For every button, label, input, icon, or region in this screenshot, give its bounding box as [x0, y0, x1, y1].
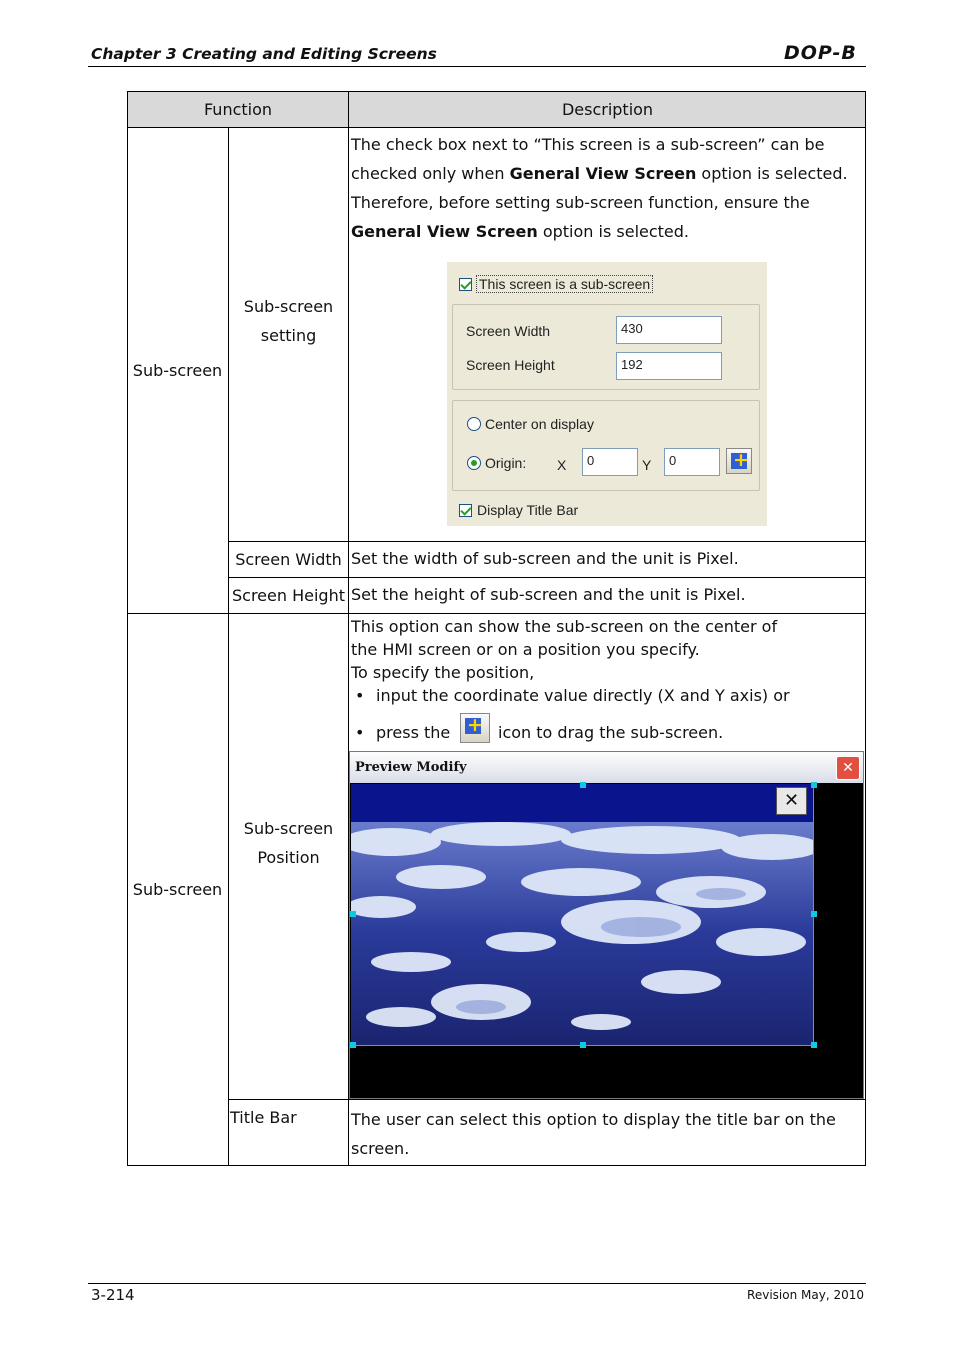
row-desc-title-bar [349, 1105, 866, 1163]
desc-line: the HMI screen or on a position you specify. [351, 640, 700, 659]
desc-line: General View Screen option is selected. [351, 222, 690, 241]
drag-position-icon [460, 713, 490, 743]
close-icon[interactable]: ✕ [836, 756, 860, 780]
row-label-screen-height: Screen Height [232, 585, 345, 605]
resize-handle[interactable] [350, 1042, 356, 1048]
row-desc-screen-width: Set the width of sub-screen and the unit is Pixel. [351, 549, 739, 568]
sub-screen-close-icon[interactable]: ✕ [776, 787, 807, 815]
column-header-function: Function [127, 91, 349, 128]
desc-line: This option can show the sub-screen on the center of [351, 617, 778, 636]
table-border [127, 127, 866, 128]
desc-line: Therefore, before setting sub-screen function, ensure the [351, 193, 810, 212]
table-border [228, 1099, 866, 1100]
origin-y-input[interactable]: 0 [664, 448, 720, 476]
resize-handle[interactable] [350, 911, 356, 917]
group-label-sub-screen: Sub-screen [132, 361, 223, 380]
center-on-display-radio[interactable] [467, 417, 481, 431]
chapter-title: Chapter 3 Creating and Editing Screens [91, 45, 437, 63]
screen-width-label: Screen Width [466, 323, 551, 339]
position-group [452, 400, 760, 491]
footer-divider [88, 1283, 866, 1284]
desc-line: screen. [351, 1139, 410, 1158]
brand-logo: DOP-B [784, 42, 857, 64]
screen-width-input[interactable]: 430 [616, 316, 722, 344]
row-label-line: setting [260, 326, 317, 345]
table-border [127, 613, 866, 614]
sub-screen-settings-dialog [447, 262, 767, 526]
page-number: 3-214 [91, 1286, 135, 1304]
desc-line: The check box next to “This screen is a sub-screen” can be [351, 135, 825, 154]
table-border [228, 128, 229, 1166]
row-desc-sub-screen-position [349, 615, 866, 707]
table-border [127, 91, 128, 1166]
bullet-item: • input the coordinate value directly (X and Y axis) or [355, 686, 790, 705]
y-label: Y [642, 457, 652, 473]
table-border [127, 1165, 866, 1166]
row-desc-sub-screen-setting [349, 130, 866, 246]
resize-handle[interactable] [580, 1042, 586, 1048]
table-border [228, 577, 866, 578]
row-desc-screen-height: Set the height of sub-screen and the unit is Pixel. [351, 585, 746, 604]
origin-radio[interactable] [467, 456, 481, 470]
preview-title: Preview Modify [355, 760, 467, 775]
desc-line: The user can select this option to display the title bar on the [351, 1110, 836, 1129]
row-label-line: Sub-screen [243, 818, 334, 838]
table-border [127, 91, 866, 92]
row-label-line: Position [257, 847, 320, 867]
selection-frame[interactable] [351, 784, 814, 1046]
sub-screen-checkbox-label: This screen is a sub-screen [476, 275, 653, 293]
revision-date: Revision May, 2010 [747, 1288, 864, 1302]
resize-handle[interactable] [811, 782, 817, 788]
row-label-screen-width: Screen Width [235, 549, 342, 569]
bullet-item-drag: • press the + icon to drag the sub-screen. [349, 711, 866, 747]
row-label-sub-screen-position [228, 613, 349, 1100]
x-label: X [557, 457, 567, 473]
row-label-sub-screen-setting [228, 128, 349, 541]
column-header-description: Description [349, 91, 866, 128]
origin-x-input[interactable]: 0 [582, 448, 638, 476]
row-label-title-bar: Title Bar [230, 1108, 297, 1127]
table-border [865, 91, 866, 1166]
resize-handle[interactable] [580, 782, 586, 788]
desc-line: To specify the position, [351, 663, 535, 682]
table-border [228, 541, 866, 542]
display-title-bar-label: Display Title Bar [477, 502, 579, 518]
screen-height-input[interactable]: 192 [616, 352, 722, 380]
drag-position-icon[interactable] [726, 448, 752, 474]
preview-modify-window [349, 751, 864, 1099]
origin-label: Origin: [485, 455, 527, 471]
row-label-line: Sub-screen [243, 297, 334, 316]
resize-handle[interactable] [811, 911, 817, 917]
center-on-display-label: Center on display [485, 416, 594, 432]
header-divider [88, 66, 866, 67]
desc-line: checked only when General View Screen option is selected. [351, 164, 848, 183]
preview-title-bar [350, 752, 863, 783]
screen-height-label: Screen Height [466, 357, 555, 373]
group-label-sub-screen-2: Sub-screen [132, 879, 223, 899]
sub-screen-checkbox[interactable] [459, 278, 472, 291]
display-title-bar-checkbox[interactable] [459, 504, 472, 517]
table-border [348, 91, 349, 1166]
resize-handle[interactable] [811, 1042, 817, 1048]
